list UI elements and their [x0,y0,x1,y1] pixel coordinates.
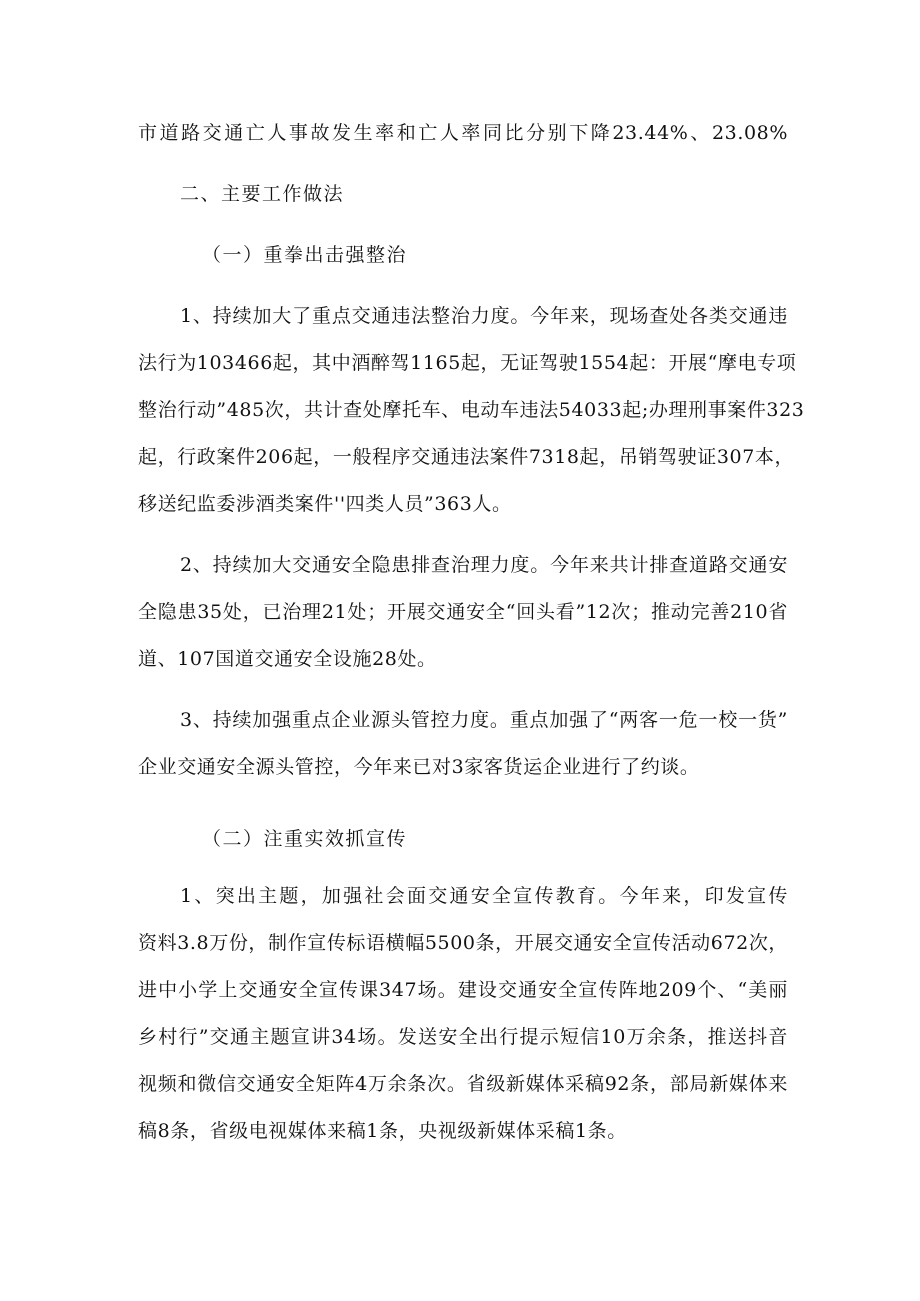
paragraph-3-line-1: 3、持续加强重点企业源头管控力度。重点加强了“两客一危一校一货” [180,709,788,731]
text-line-1: 市道路交通亡人事故发生率和亡人率同比分别下降23.44%、23.08% [138,122,788,144]
paragraph-4-line-6: 稿8条，省级电视媒体来稿1条，央视级新媒体采稿1条。 [138,1120,627,1142]
subsection-heading-1: （一）重拳出击强整治 [202,244,408,266]
paragraph-4-line-3: 进中小学上交通安全宣传课347场。建设交通安全宣传阵地209个、“美丽 [138,979,788,1001]
paragraph-4-line-5: 视频和微信交通安全矩阵4万余条次。省级新媒体采稿92条，部局新媒体来 [138,1073,788,1095]
subsection-heading-2: （二）注重实效抓宣传 [202,828,408,850]
paragraph-1-line-2: 法行为103466起，其中酒醉驾1165起，无证驾驶1554起：开展“摩电专项 [138,352,797,374]
paragraph-1-line-1: 1、持续加大了重点交通违法整治力度。今年来，现场查处各类交通违 [180,305,788,327]
paragraph-2-line-2: 全隐患35处，已治理21处；开展交通安全“回头看”12次；推动完善210省 [138,601,788,623]
paragraph-1-line-5: 移送纪监委涉酒类案件''四类人员”363人。 [138,493,512,515]
paragraph-1-line-3: 整治行动”485次，共计查处摩托车、电动车违法54033起;办理刑事案件323 [138,399,805,421]
section-heading-main-methods: 二、主要工作做法 [180,183,345,205]
paragraph-2-line-1: 2、持续加大交通安全隐患排查治理力度。今年来共计排查道路交通安 [180,554,788,576]
paragraph-1-line-4: 起，行政案件206起，一般程序交通违法案件7318起，吊销驾驶证307本， [138,446,795,468]
paragraph-4-line-2: 资料3.8万份，制作宣传标语横幅5500条，开展交通安全宣传活动672次， [138,932,789,954]
paragraph-2-line-3: 道、107国道交通安全设施28处。 [138,648,437,670]
paragraph-4-line-1: 1、突出主题，加强社会面交通安全宣传教育。今年来，印发宣传 [180,885,788,907]
paragraph-4-line-4: 乡村行”交通主题宣讲34场。发送安全出行提示短信10万余条，推送抖音 [138,1026,788,1048]
paragraph-3-line-2: 企业交通安全源头管控，今年来已对3家客货运企业进行了约谈。 [138,756,700,778]
